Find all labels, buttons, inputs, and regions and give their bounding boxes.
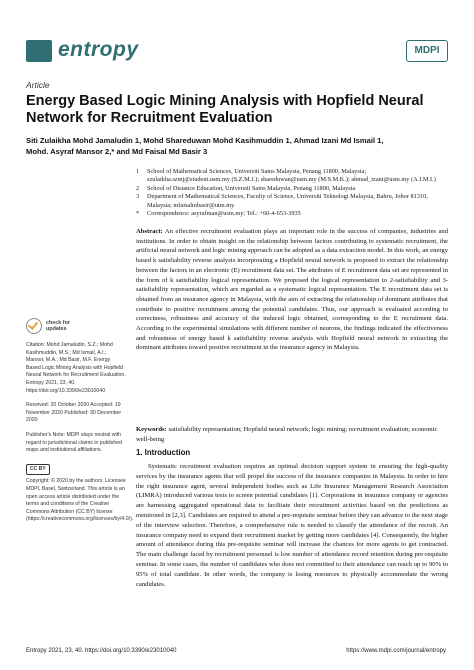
affiliation-row [136, 168, 446, 185]
cc-license-icon[interactable]: CC BY [26, 464, 50, 476]
affiliation-number: 1 [136, 168, 140, 175]
keywords [136, 425, 448, 444]
affiliation-text: School of Mathematical Sciences, Universiti Sains Malaysia, Penang 11800, Malaysia; szulaikha.szmj@student.usm.my (S.Z.M.J.); shareduwan@usm.my (M.S.M.K.); ahmad_izani@usm.my (A.I.M.I.) [147, 168, 436, 184]
keywords-label: Keywords: [136, 426, 167, 433]
introduction-text: Systematic recruitment evaluation requires an optimal decision support system in ensuring the high-quality services by the insurance agents that will propel the success of the insurance companies in Malaysia. In order to hire the right insurance agent, several independent bodies such as Life Insurance Management Research Association (LIMRA) introduced various tests to screen potential candidates [1]. Corporations in insurance company or agencies are harnessing aggregated operational data to facilitate their recruitment activities based on the predictions as mentioned in [2,3]. Candidates are required to attend a pre-requisite seminar before they can advance to the next stage of the interview selection. Therefore, a comprehensive rule is needed to classify the attendance of the recruit. An insurance company need to expand their recruitment market by getting more candidates [4]. Consequently, the higher amount of attendance during this pre-requisite seminar will increase the chances for more agents to get contracted. The main challenge faced by recruitment personnel is low number of attendance record retention during pre-requisite seminar. In some cases, the number of candidates who does not committed to their attendance can reach up to 90% to 95% of total candidate. In other words, the company is losing resources to physically accommodate the wrong candidates. [136, 463, 448, 588]
citation-block: Citation: Mohd Jamaludin, S.Z.; Mohd Kasihmuddin, M.S.; Md Ismail, A.I.; Mansor, M.A.; Md Basir, M.F. Energy Based Logic Mining Analysis with Hopfield Neural Network for Recruitment Evaluation. Entropy 2021, 23, 40. https://doi.org/10.3390/e23010040 [26, 342, 126, 394]
check-updates-icon [26, 318, 42, 334]
journal-name: entropy [58, 38, 139, 61]
authors-line-1: Siti Zulaikha Mohd Jamaludin 1, Mohd Shareduwan Mohd Kasihmuddin 1, Ahmad Izani Md Ismail 1, [26, 136, 384, 145]
affiliation-number: 2 [136, 184, 140, 192]
check-label-line-1: check for [46, 320, 70, 326]
affiliation-number: 3 [136, 193, 140, 201]
affiliation-number: * [136, 210, 140, 218]
publisher-logo: MDPI [406, 40, 448, 62]
abstract [136, 227, 448, 353]
journal-logo-icon [26, 40, 52, 62]
publication-dates: Received: 20 October 2020 Accepted: 19 November 2020 Published: 30 December 2020 [26, 402, 122, 424]
authors-line-2: Mohd. Asyraf Mansor 2,* and Md Faisal Md Basir 3 [26, 147, 208, 156]
check-label-line-2: updates [46, 326, 67, 332]
affiliation-text: School of Distance Education, Universiti Sains Malaysia, Penang 11800, Malaysia [147, 184, 356, 192]
author-list [26, 135, 446, 157]
abstract-label: Abstract: [136, 228, 163, 235]
affiliation-text: Department of Mathematical Sciences, Faculty of Science, Universiti Teknologi Malaysia, Bahru, Johor 81310, Malaysia; mfaisalmbasir@utm.my [147, 193, 428, 209]
affiliation-row [136, 185, 446, 193]
section-heading: 1. Introduction [136, 448, 191, 457]
affiliations [136, 168, 446, 218]
affiliation-row [136, 210, 446, 218]
footer-citation: Entropy 2021, 23, 40. https://doi.org/10.3390/e23010040 [26, 648, 177, 654]
affiliation-row [136, 193, 446, 210]
check-for-updates-button[interactable] [26, 318, 126, 334]
keywords-text: satisfiability representation; Hopfield neural network; logic mining; recruitment evaluation; economic well-being [136, 426, 438, 443]
publisher-note: Publisher's Note: MDPI stays neutral with regard to jurisdictional claims in published maps and institutional affiliations. [26, 431, 123, 454]
paper-title: Energy Based Logic Mining Analysis with Hopfield Neural Network for Recruitment Evaluation [26, 93, 424, 126]
abstract-text: An effective recruitment evaluation plays an important role in the success of companies, industries and institutions. In order to obtain insight on the relationship between factors contributing to systematic recruitment, the artificial neural network and logic mining approach can be adopted as a data extraction model. In this work, an energy based k satisfiability reverse analysis incorporating a Hopfield neural network is proposed to extract the relationship between the factors in an electronic (E) recruitment data set. The attributes of E recruitment data set are represented in the form of k satisfiability logical representation. We proposed the logical representation to 2-satisfiability and 3-satisfiability representation, which are regarded as a systematic logical representation. The E recruitment data set is obtained from an insurance agency in Malaysia, with the aim of extracting the relationship of dominant attributes that contribute to positive recruitment among the potential candidates. Thus, our approach is evaluated according to correctness, robustness and accuracy of the induced logic obtained, corresponding to the E recruitment data. According to the experimental simulations with different number of neurons, the findings indicated the effectiveness and robustness of energy based k satisfiability reverse analysis with Hopfield neural network in extracting the dominant attributes toward positive recruitment in the insurance agency in Malaysia. [136, 228, 448, 352]
article-type: Article [26, 80, 50, 90]
footer-journal-link[interactable]: https://www.mdpi.com/journal/entropy [346, 648, 446, 654]
copyright-notice: Copyright: © 2020 by the authors. Licensee MDPI, Basel, Switzerland. This article is an open access article distributed under the terms and conditions of the Creative Commons Attribution (CC BY) license (https://creativecommons.org/licenses/by/4.0/). [26, 478, 134, 523]
article-sidebar [26, 318, 134, 531]
correspondence-text: Correspondence: asyrafman@usm.my; Tel.: +60-4-653-3935 [147, 210, 301, 218]
